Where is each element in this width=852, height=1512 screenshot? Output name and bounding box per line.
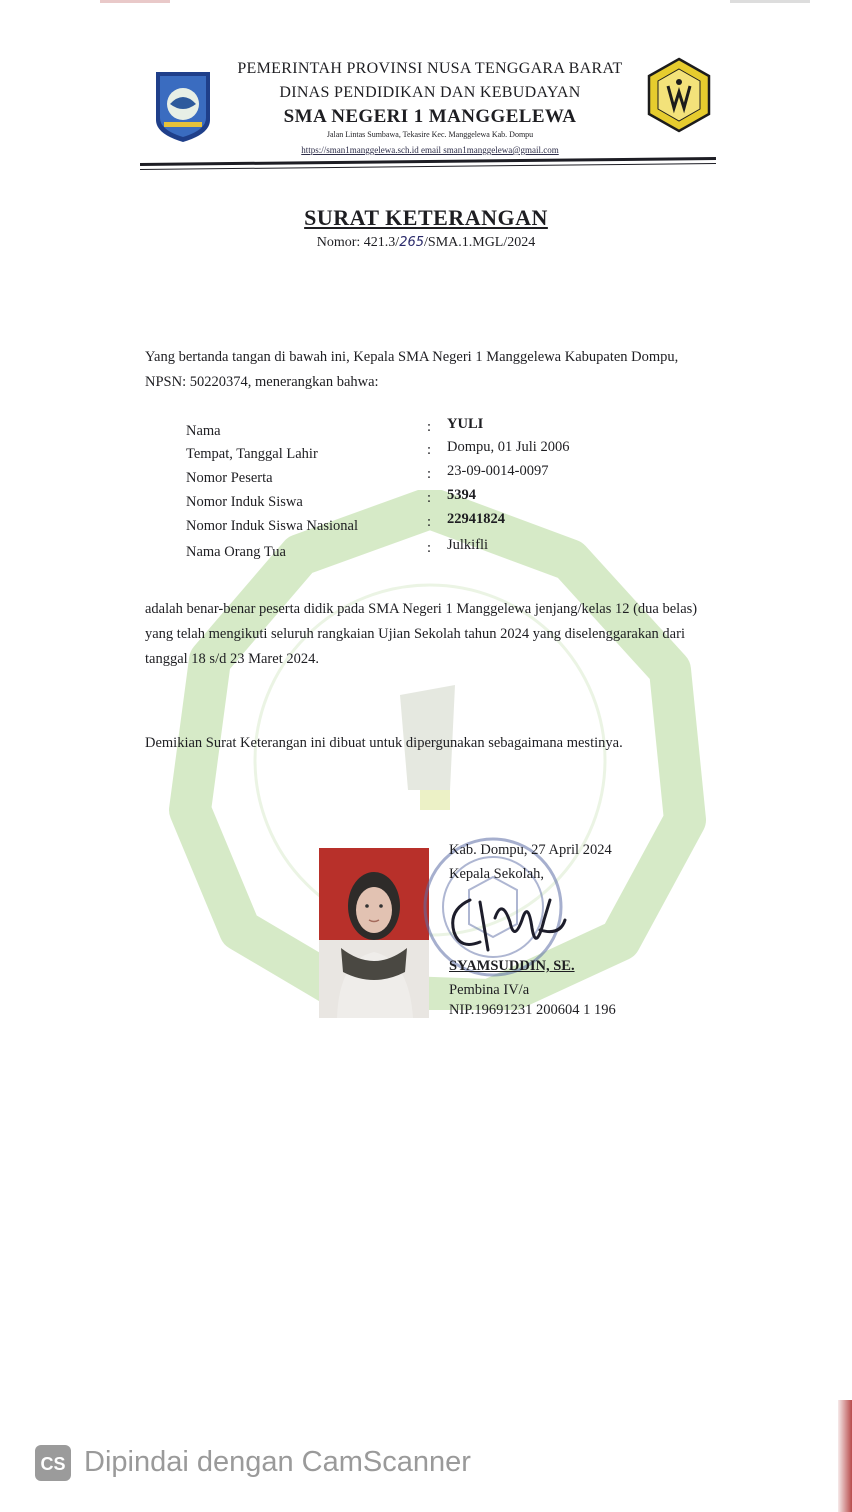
scan-artifact (100, 0, 170, 3)
signature-scribble (440, 880, 570, 966)
field-value-nisn: 22941824 (447, 511, 505, 527)
svg-text:CS: CS (40, 1454, 66, 1474)
field-value-ttl: Dompu, 01 Juli 2006 (447, 439, 570, 455)
field-colon: : (427, 514, 432, 530)
letterhead-contact: https://sman1manggelewa.sch.id email sman1manggelewa@gmail.com (301, 145, 559, 155)
intro-paragraph: Yang bertanda tangan di bawah ini, Kepala SMA Negeri 1 Manggelewa Kabupaten Dompu, NPSN: 50220374, menerangkan bahwa: (145, 349, 679, 390)
signature-position: Kepala Sekolah, (449, 866, 545, 882)
field-label-nama-orang-tua: Nama Orang Tua (186, 544, 286, 560)
field-label-nomor-peserta: Nomor Peserta (186, 470, 273, 486)
field-value-nomor-peserta: 23-09-0014-0097 (447, 463, 549, 479)
field-label-ttl: Tempat, Tanggal Lahir (186, 446, 318, 462)
student-photo (319, 848, 429, 1018)
signatory-nip: NIP.19691231 200604 1 196 (449, 1002, 616, 1018)
signatory-name: SYAMSUDDIN, SE. (449, 958, 575, 974)
letterhead-province: PEMERINTAH PROVINSI NUSA TENGGARA BARAT (237, 60, 623, 77)
document-number-suffix: /SMA.1.MGL/2024 (424, 235, 536, 250)
letterhead-department: DINAS PENDIDIKAN DAN KEBUDAYAN (279, 84, 581, 101)
field-value-nama: YULI (447, 416, 484, 432)
signature-place-date: Kab. Dompu, 27 April 2024 (449, 842, 612, 858)
document-number-handwritten: 265 (399, 235, 425, 250)
letterhead-school-name: SMA NEGERI 1 MANGGELEWA (283, 106, 577, 127)
field-label-nis: Nomor Induk Siswa (186, 494, 303, 510)
body-paragraph: adalah benar-benar peserta didik pada SMA Negeri 1 Manggelewa jenjang/kelas 12 (dua belas) yang telah mengikuti seluruh rangkaian Ujian Sekolah tahun 2024 yang diselenggarakan dari tanggal 18 s/d 23 Maret 2024. (145, 601, 698, 667)
scan-edge-artifact (838, 1400, 852, 1512)
field-label-nama: Nama (186, 423, 221, 439)
field-value-nis: 5394 (447, 487, 476, 503)
signatory-rank: Pembina IV/a (449, 982, 530, 998)
closing-sentence: Demikian Surat Keterangan ini dibuat untuk dipergunakan sebagaimana mestinya. (145, 735, 623, 751)
document-number-prefix: Nomor: 421.3/ (316, 235, 400, 250)
field-colon: : (427, 540, 432, 556)
field-value-nama-orang-tua: Julkifli (447, 537, 489, 553)
field-label-nisn: Nomor Induk Siswa Nasional (186, 518, 358, 534)
field-colon: : (427, 419, 432, 435)
field-colon: : (427, 490, 432, 506)
scan-artifact (730, 0, 810, 3)
camscanner-logo-icon (34, 1444, 72, 1482)
field-colon: : (427, 466, 432, 482)
document-number (226, 235, 626, 251)
letterhead-address: Jalan Lintas Sumbawa, Tekasire Kec. Manggelewa Kab. Dompu (326, 130, 534, 139)
camscanner-watermark-text: Dipindai dengan CamScanner (84, 1446, 471, 1478)
field-colon: : (427, 442, 432, 458)
document-title: SURAT KETERANGAN (304, 205, 548, 230)
